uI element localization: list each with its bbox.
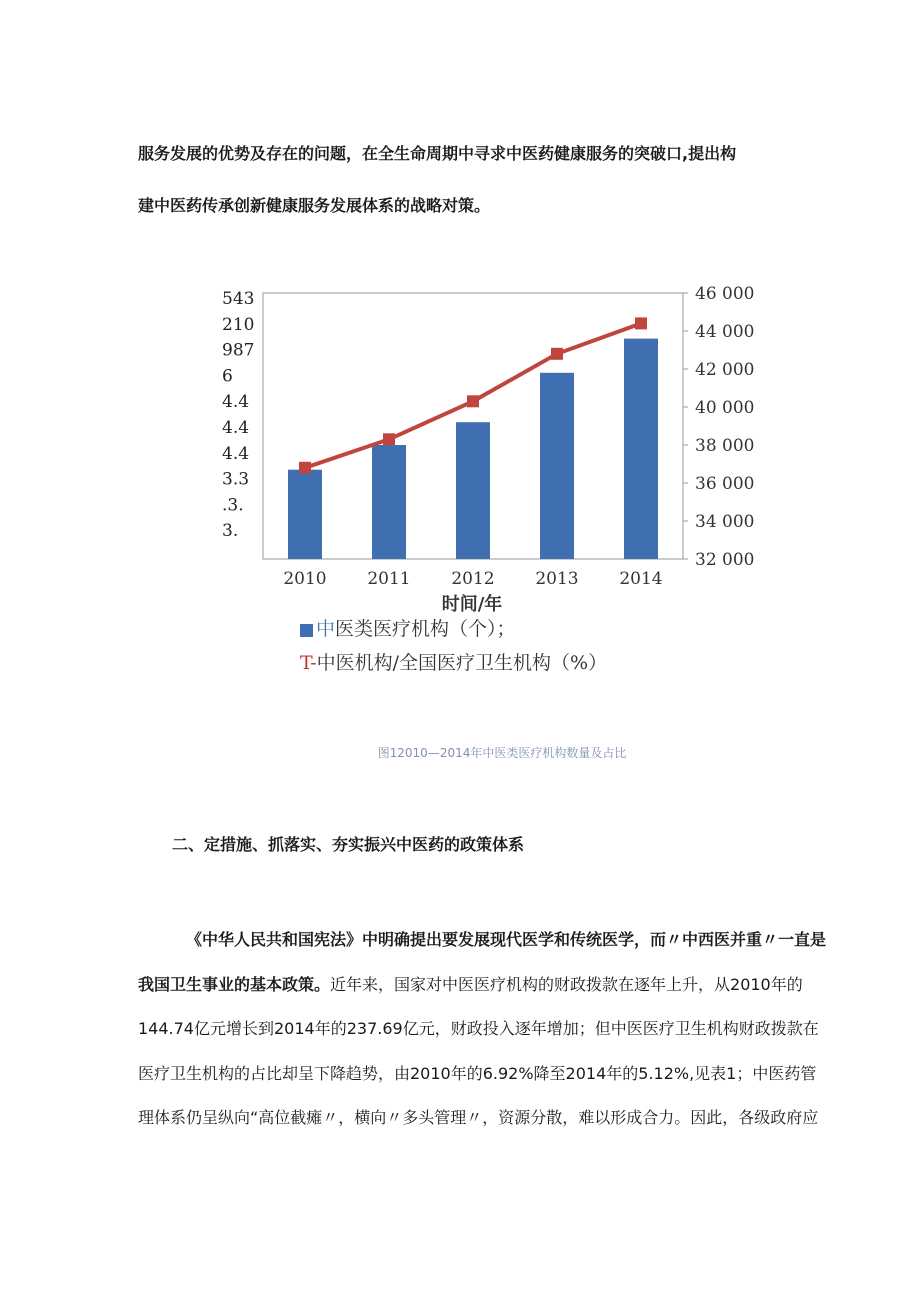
bar: [624, 339, 658, 559]
left-axis-label: 4.4: [222, 443, 250, 464]
intro-line-1: 服务发展的优势及存在的问题，在全生命周期中寻求中医药健康服务的突破口,提出构: [138, 144, 737, 163]
bar: [288, 470, 322, 559]
right-tick-label: 40 000: [695, 398, 755, 418]
legend-bar: [300, 614, 516, 641]
left-axis-label: .3.: [222, 495, 244, 516]
left-axis-label: 210: [222, 314, 255, 335]
institution-chart: [0, 0, 920, 620]
right-tick-label: 46 000: [695, 284, 755, 304]
body-paragraph: [138, 918, 878, 1141]
x-tick-label: 2011: [367, 569, 411, 589]
x-tick-label: 2010: [283, 569, 327, 589]
line-point: [635, 317, 647, 329]
left-axis-label: 4.4: [222, 392, 250, 413]
legend-line: [300, 648, 607, 675]
legend-line-label: 中医机构/全国医疗卫生机构（%）: [316, 652, 608, 674]
body-line-2a: 我国卫生事业的基本政策。: [138, 974, 331, 994]
legend-line-prefix: T-: [300, 652, 317, 674]
x-tick-label: 2012: [451, 569, 495, 589]
left-axis-label: 6: [222, 366, 233, 387]
left-axis-label: 3.3: [222, 469, 250, 490]
body-line-4: 医疗卫生机构的占比却呈下降趋势，由2010年的6.92%降至2014年的5.12%,见表1；中医药管: [138, 1063, 817, 1083]
x-axis-label: 时间/年: [441, 594, 503, 615]
right-axis: [683, 284, 754, 570]
left-axis-labels: [222, 289, 254, 541]
x-axis: [283, 569, 662, 589]
body-line-5: 理体系仍呈纵向“高位截瘫〃，横向〃多头管理〃，资源分散，难以形成合力。因此，各级政府应: [138, 1108, 819, 1127]
line-point: [551, 348, 563, 360]
legend-bar-swatch: [300, 624, 313, 637]
body-line-1: 《中华人民共和国宪法》中明确提出要发展现代医学和传统医学，而〃中西医并重〃一直是: [186, 930, 827, 949]
right-tick-label: 32 000: [695, 550, 755, 570]
x-tick-label: 2013: [535, 569, 579, 589]
right-tick-label: 44 000: [695, 322, 755, 342]
bar: [540, 373, 574, 559]
figure-caption: 图12010—2014年中医类医疗机构数量及占比: [377, 746, 627, 760]
intro-line-2: 建中医药传承创新健康服务发展体系的战略对策。: [138, 196, 491, 215]
left-axis-label: 3.: [222, 521, 239, 542]
body-line-3: 144.74亿元增长到2014年的237.69亿元，财政投入逐年增加；但中医医疗卫生机构财政拨款在: [138, 1019, 819, 1038]
right-tick-label: 38 000: [695, 436, 755, 456]
line-point: [467, 395, 479, 407]
right-tick-label: 42 000: [695, 360, 755, 380]
legend-bar-prefix: 中: [316, 618, 336, 640]
legend-bar-label: 医类医疗机构（个）；: [335, 618, 516, 640]
line-point: [383, 433, 395, 445]
x-tick-label: 2014: [619, 569, 663, 589]
left-axis-label: 543: [222, 289, 255, 309]
line-point: [299, 462, 311, 474]
bar: [372, 445, 406, 559]
bar: [456, 422, 490, 559]
left-axis-label: 4.4: [222, 418, 250, 438]
right-tick-label: 36 000: [695, 474, 755, 494]
left-axis-label: 987: [222, 340, 255, 361]
right-tick-label: 34 000: [695, 512, 755, 532]
body-line-2b: 近年来，国家对中医医疗机构的财政拨款在逐年上升，从2010年的: [330, 974, 803, 994]
section-heading: 二、定措施、抓落实、夯实振兴中医药的政策体系: [172, 835, 525, 854]
